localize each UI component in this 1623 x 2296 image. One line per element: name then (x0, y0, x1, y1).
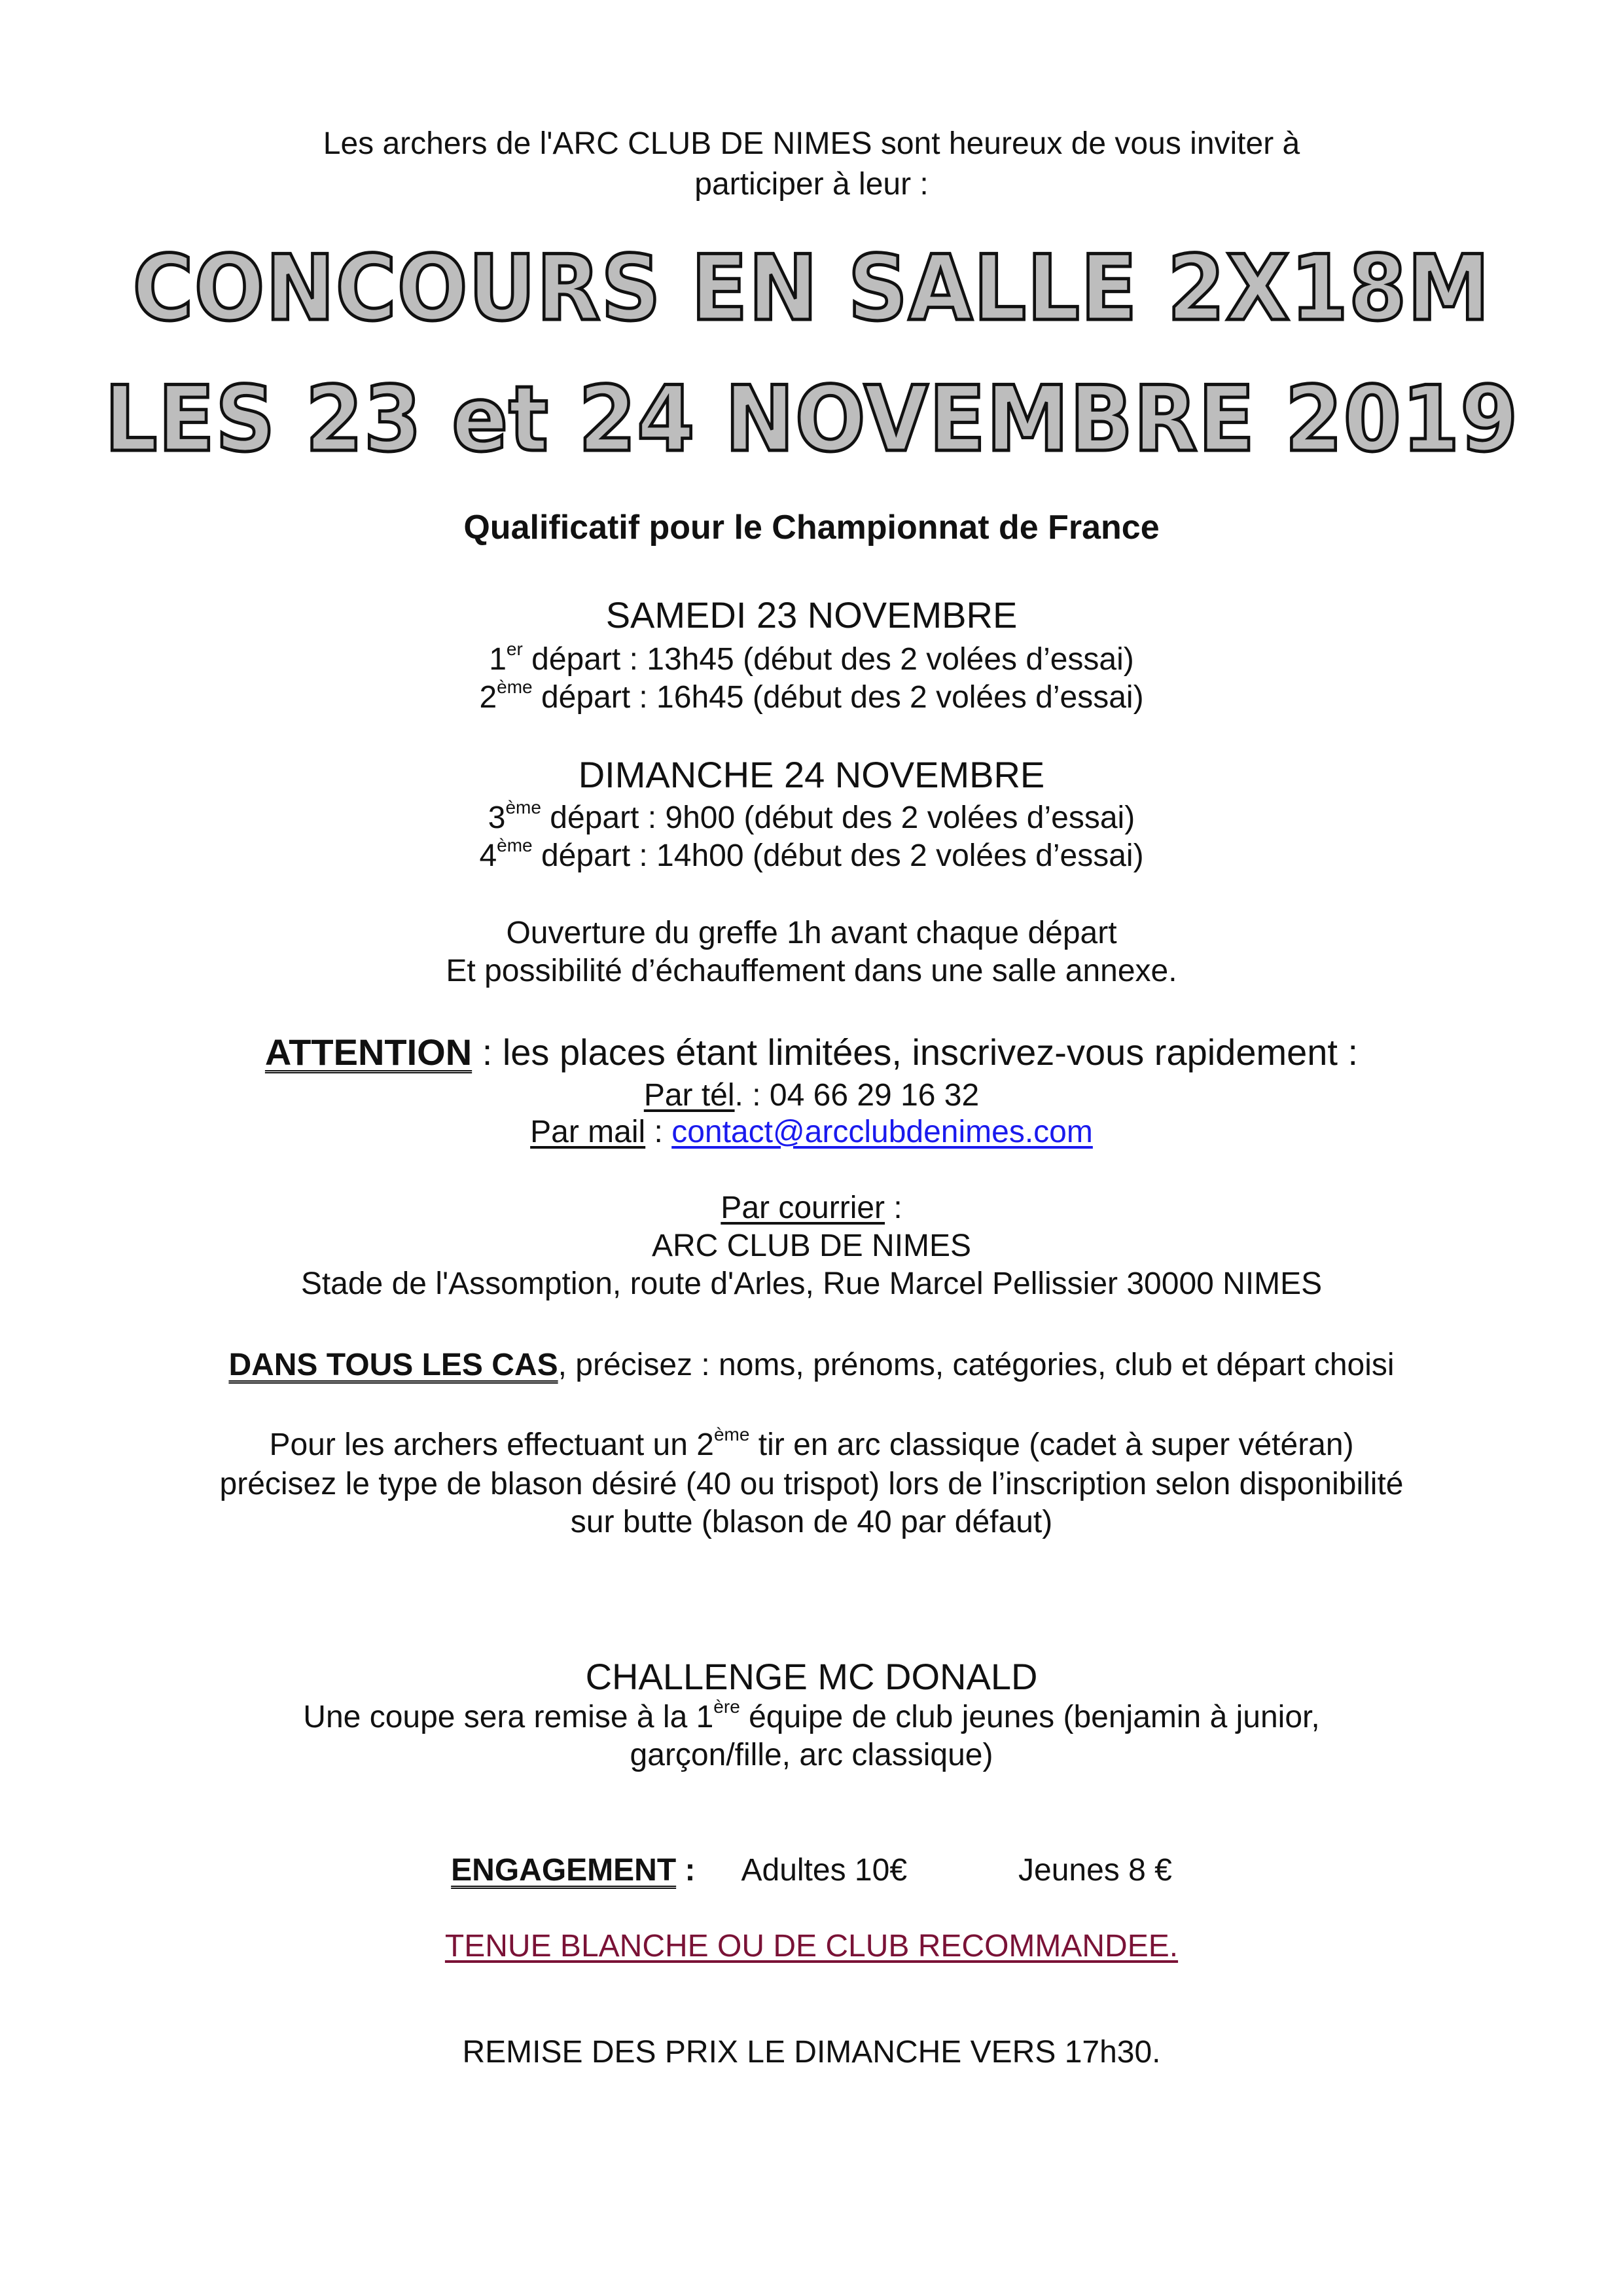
mail-label: Par mail (530, 1115, 646, 1149)
depart-number: 3 (488, 800, 506, 835)
intro-line-2: participer à leur : (694, 167, 929, 202)
challenge-text: équipe de club jeunes (benjamin à junior, (740, 1700, 1320, 1734)
attention-label: ATTENTION (264, 1031, 473, 1073)
challenge-line-2: garçon/fille, arc classique) (630, 1738, 993, 1772)
club-name: ARC CLUB DE NIMES (651, 1229, 972, 1263)
all-cases-notice (0, 1350, 1623, 1381)
depart-2 (0, 677, 1623, 715)
depart-ordinal: ème (497, 835, 533, 855)
depart-ordinal: ème (505, 797, 541, 817)
contact-mail (0, 1117, 1623, 1148)
depart-4 (0, 835, 1623, 873)
all-cases-label: DANS TOUS LES CAS (228, 1348, 558, 1382)
phone-number: . : 04 66 29 16 32 (734, 1078, 980, 1113)
second-shoot-line-3: sur butte (blason de 40 par défaut) (570, 1505, 1053, 1539)
second-shoot-line-2: précisez le type de blason désiré (40 ou trispot) lors de l’inscription selon disponibilité (219, 1467, 1404, 1501)
depart-number: 1 (489, 642, 507, 677)
post-separator: : (885, 1191, 902, 1225)
depart-1 (0, 639, 1623, 677)
second-shoot-line-1 (0, 1424, 1623, 1462)
depart-ordinal: ème (497, 677, 533, 697)
depart-detail: départ : 16h45 (début des 2 volées d’essai) (532, 680, 1144, 715)
post-label: Par courrier (721, 1191, 885, 1225)
depart-detail: départ : 14h00 (début des 2 volées d’essai) (532, 838, 1144, 873)
challenge-heading: CHALLENGE MC DONALD (585, 1656, 1038, 1697)
youth-fee: Jeunes 8 € (1018, 1853, 1172, 1888)
saturday-heading: SAMEDI 23 NOVEMBRE (605, 594, 1018, 636)
attention-notice (0, 1031, 1623, 1073)
challenge-line-1 (0, 1696, 1623, 1734)
depart-number: 2 (479, 680, 497, 715)
attention-text: : les places étant limitées, inscrivez-vous rapidement : (472, 1031, 1359, 1073)
adult-fee: Adultes 10€ (741, 1853, 908, 1888)
depart-detail: départ : 13h45 (début des 2 volées d’essai) (522, 642, 1134, 677)
phone-label: Par tél (643, 1078, 735, 1113)
second-shoot-ordinal: ème (713, 1424, 750, 1444)
challenge-ordinal: ère (713, 1696, 740, 1717)
event-dates-title: LES 23 et 24 NOVEMBRE 2019 (104, 367, 1519, 472)
greffe-line-2: Et possibilité d’échauffement dans une salle annexe. (446, 954, 1177, 988)
intro-line-1: Les archers de l'ARC CLUB DE NIMES sont heureux de vous inviter à (323, 126, 1300, 161)
second-shoot-text: Pour les archers effectuant un 2 (269, 1427, 714, 1462)
depart-detail: départ : 9h00 (début des 2 volées d’essai) (541, 800, 1135, 835)
contact-post (0, 1193, 1623, 1224)
event-title: CONCOURS EN SALLE 2X18M (132, 236, 1491, 341)
challenge-text: Une coupe sera remise à la 1 (303, 1700, 714, 1734)
mail-link[interactable]: contact@arcclubdenimes.com (671, 1115, 1093, 1149)
depart-ordinal: er (506, 639, 523, 659)
club-address: Stade de l'Assomption, route d'Arles, Rue Marcel Pellissier 30000 NIMES (300, 1266, 1323, 1301)
dress-code-text: TENUE BLANCHE OU DE CLUB RECOMMANDEE. (444, 1929, 1179, 1964)
greffe-line-1: Ouverture du greffe 1h avant chaque départ (506, 916, 1117, 950)
contact-phone (0, 1080, 1623, 1111)
prize-ceremony: REMISE DES PRIX LE DIMANCHE VERS 17h30. (462, 2035, 1161, 2070)
all-cases-text: , précisez : noms, prénoms, catégories, club et départ choisi (558, 1348, 1395, 1382)
engagement-label: ENGAGEMENT (451, 1853, 677, 1888)
depart-number: 4 (479, 838, 497, 873)
depart-3 (0, 797, 1623, 835)
dress-code (0, 1931, 1623, 1962)
second-shoot-text: tir en arc classique (cadet à super vétéran) (749, 1427, 1354, 1462)
mail-separator: : (645, 1115, 672, 1149)
qualification-note: Qualificatif pour le Championnat de France (463, 509, 1160, 547)
engagement-separator: : (676, 1853, 696, 1888)
sunday-heading: DIMANCHE 24 NOVEMBRE (578, 754, 1045, 795)
engagement-fees (0, 1855, 1623, 1886)
